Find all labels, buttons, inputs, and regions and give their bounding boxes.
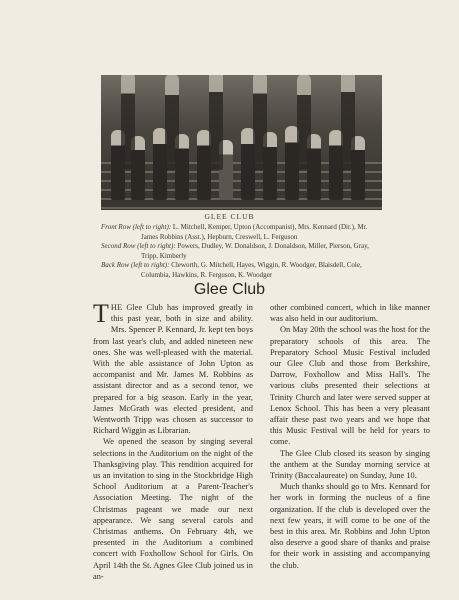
photo-caption-title: GLEE CLUB: [204, 212, 255, 221]
photo-figure: [341, 75, 355, 170]
article-left-column: [93, 299, 254, 582]
paragraph: other combined concert, which in like manner was also held in our auditorium.: [270, 303, 430, 324]
caption-row-names-cont: James Robbins (Asst.), Hepburn, Creswell, L. Ferguson: [141, 232, 298, 241]
paragraph: We opened the season by singing several selections in the Auditorium on the night of the Thanksgiving play. This rendition acquired for us an invitation to sing in the Stockbridge High School Auditorium at a Parent-Teacher's Association Meeting. The night of the Christmas pageant we made our next appearance. We sang several carols and Christmas anthems. On February 4th, we presented in the Auditorium a combined concert with Foxhollow School for Girls. On April 14th the St. Agnes Glee Club joined us in an-: [93, 437, 253, 581]
caption-row-label: Back Row (left to right):: [101, 261, 172, 269]
caption-row-label: Front Row (left to right):: [101, 223, 172, 231]
photo-figure: [253, 75, 267, 170]
photo-figure: [121, 75, 135, 170]
glee-club-photo: [101, 75, 382, 210]
caption-row-names: Powers, Dudley, W. Donaldson, J. Donaldson, Miller, Pierson, Gray,: [177, 242, 369, 250]
caption-front-row: [101, 223, 401, 242]
photo-figure: [297, 75, 311, 170]
article-right-column: [270, 302, 430, 571]
section-heading: Glee Club: [193, 281, 266, 298]
paragraph: [93, 299, 254, 436]
caption-row-names: Cleworth, G. Mitchell, Hayes, Wiggin, R. Woodger, Blaisdell, Cole,: [171, 261, 362, 269]
paragraph: Much thanks should go to Mrs. Kennard for her work in forming the nucleus of a fine organization. If the club is developed over the next few years, it will come to be one of the best in this area. Mr. Robbins and John Upton also deserve a good share of thanks and praise for their work in assisting and accompanying the club.: [270, 482, 430, 570]
caption-back-row: [101, 261, 401, 280]
caption-row-names-cont: Tripp, Kimberly: [141, 251, 187, 260]
caption-row-label: Second Row (left to right):: [101, 242, 176, 250]
photo-figure: [209, 75, 223, 170]
paragraph: On May 20th the school was the host for the preparatory schools of this area. The Preparatory School Music Festival included our Glee Club and those from Berkshire, Darrow, Foxhollow and Miss Hall's. The various clubs presented their selections at Trinity Church and later were served supper at Lenox School. This has been a very pleasant affair these past two years and we hope that this Music Festival will be held for years to come.: [270, 325, 430, 447]
drop-cap: T: [93, 299, 109, 328]
caption-row-names-cont: Columbia, Hawkins, R. Ferguson, K. Woodger: [141, 270, 273, 279]
caption-row-names: L. Mitchell, Kemper, Upton (Accompanist), Mrs. Kennard (Dir.), Mr.: [172, 223, 368, 231]
photo-figure: [165, 75, 179, 170]
caption-second-row: [101, 242, 401, 261]
paragraph: The Glee Club closed its season by singing the anthem at the Sunday morning service at Trinity (Baccalaureate) on Sunday, June 10.: [270, 448, 430, 481]
paragraph-text: HE Glee Club has improved greatly in this past year, both in size and ability. Mrs. Spencer P. Kennard, Jr. kept ten boys from last year's club, and added nineteen new ones. She was well-pleased with the material. With the able assistance of John Upton as accompanist and Mr. James M. Robbins as assistant director and as a second tenor, we prepared for a big season. Early in the year, James McGrath was elected president, and Wentworth Tripp was chosen as successor to Richard Wiggin as Librarian.: [93, 303, 254, 436]
